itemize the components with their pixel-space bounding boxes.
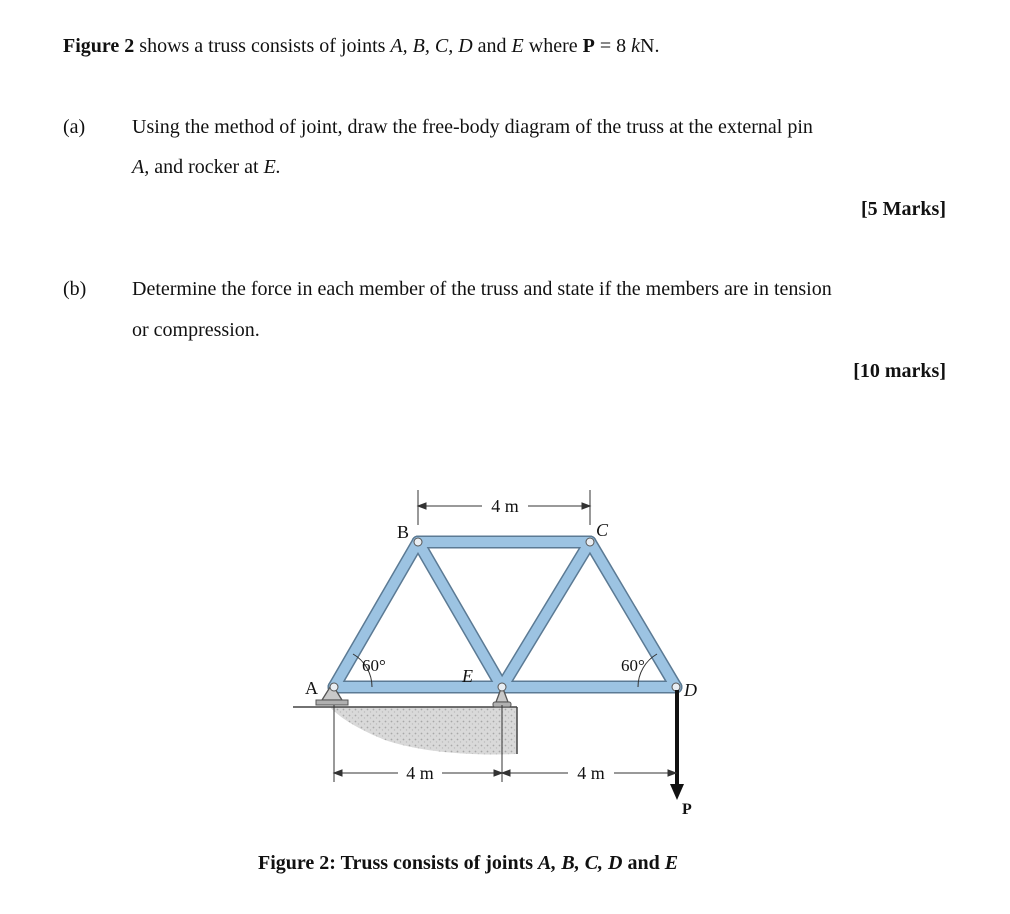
intro-unit: N. <box>640 35 660 57</box>
part-a-pin: A, <box>132 156 150 178</box>
angle-left-label: 60° <box>362 656 386 675</box>
part-a-line1: Using the method of joint, draw the free-body diagram of the truss at the external pin <box>132 116 813 138</box>
angle-right-label: 60° <box>621 656 645 675</box>
joint-c-label: C <box>596 520 609 540</box>
part-b-line2: or compression. <box>132 319 260 341</box>
member-ec <box>502 542 590 687</box>
caption-prefix: Figure 2: Truss consists of joints <box>258 852 539 874</box>
part-a-marks: [5 Marks] <box>861 198 946 220</box>
member-be <box>418 542 502 687</box>
intro-joints: A, B, C, D <box>390 35 473 57</box>
dim-bottom-arrow-d <box>668 770 676 776</box>
intro-joint-e: E <box>511 35 524 57</box>
pin-c <box>586 538 594 546</box>
part-a-mid: and rocker at <box>149 156 264 178</box>
joint-b-label: B <box>397 522 410 542</box>
part-a-label: (a) <box>63 116 86 138</box>
pin-a <box>330 683 338 691</box>
dim-bottom-right-label: 4 m <box>577 763 605 783</box>
truss-figure <box>285 482 725 822</box>
joint-e-label: E <box>462 666 473 686</box>
part-a-rocker: E. <box>263 156 281 178</box>
dim-bottom-arrow-a <box>334 770 342 776</box>
intro-where: where <box>523 35 583 57</box>
joint-a-label: A <box>305 678 318 698</box>
part-b-label: (b) <box>63 278 87 300</box>
dim-bottom-arrow-e2 <box>502 770 510 776</box>
pin-b <box>414 538 422 546</box>
intro-and: and <box>472 35 512 57</box>
joint-d-label: D <box>684 680 697 700</box>
part-b-line1: Determine the force in each member of the truss and state if the members are in tension <box>132 278 832 300</box>
intro-text <box>63 35 659 58</box>
load-arrow-head <box>670 784 684 800</box>
pin-e <box>498 683 506 691</box>
load-symbol: P <box>582 35 595 57</box>
dim-top-arrow-left <box>418 503 426 509</box>
dim-top-label: 4 m <box>491 496 519 516</box>
intro-unit-k: k <box>631 35 640 57</box>
figure-caption <box>258 852 678 875</box>
pin-d <box>672 683 680 691</box>
caption-joints: A, B, C, D <box>538 852 623 874</box>
ground <box>297 707 517 754</box>
dim-bottom-left-label: 4 m <box>406 763 434 783</box>
intro-body: shows a truss consists of joints <box>134 35 391 57</box>
part-b-marks: [10 marks] <box>853 360 946 382</box>
pin-base-a <box>316 700 348 705</box>
caption-last: E <box>664 852 679 874</box>
figure-ref: Figure 2 <box>63 35 135 57</box>
dim-top-arrow-right <box>582 503 590 509</box>
caption-and: and <box>622 852 665 874</box>
intro-equals: = 8 <box>594 35 632 57</box>
load-label: P <box>682 801 692 818</box>
part-a-line2 <box>132 156 281 179</box>
